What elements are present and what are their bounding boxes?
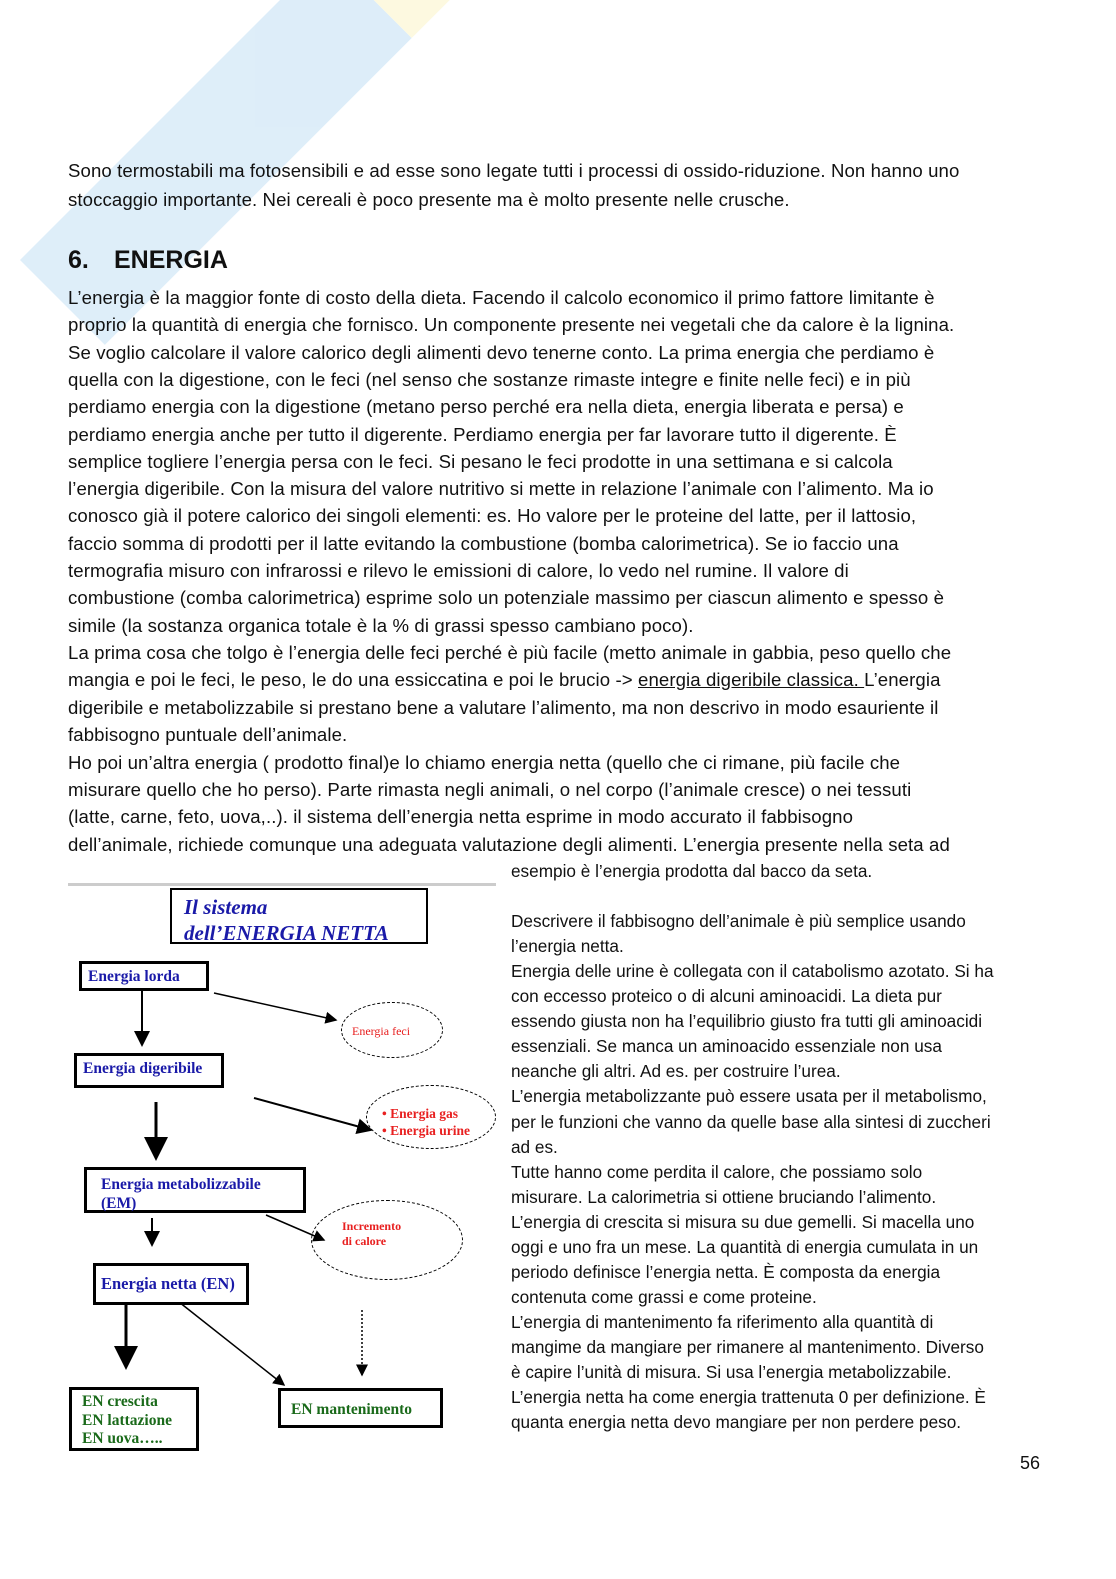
body-line: combustione (comba calorimetrica) esprime solo un potenziale massimo per ciascun alimento e spesso è [68, 587, 945, 609]
right-column-line: L’energia di mantenimento fa riferimento alla quantità di [511, 1311, 934, 1332]
body-line: Sono termostabili ma fotosensibili e ad esse sono legate tutti i processi di ossido-riduzione. Non hanno uno [68, 160, 960, 181]
body-line: proprio la quantità di energia che fornisco. Un componente presente nei vegetali che da calore è la lignina. [68, 314, 955, 336]
right-column-line: periodo definisce l’energia netta. È composta da energia [511, 1261, 941, 1282]
body-line: perdiamo energia con la digestione (metano perso perché era nella dieta, energia liberata e persa) e [68, 396, 904, 418]
body-line: semplice togliere l’energia persa con le feci. Si pesano le feci prodotte in una settimana e si calcola [68, 450, 893, 472]
energy-system-diagram [66, 880, 498, 1460]
text: Incremento [342, 1219, 402, 1233]
body-line: faccio somma di prodotti per il latte evitando la combustione (bomba calorimetrica). Se io faccio una [68, 532, 899, 554]
box-energia-lorda: Energia lorda [79, 961, 209, 991]
box-en-produzione [69, 1387, 199, 1451]
section-number: 6. [68, 246, 89, 274]
body-line: fabbisogno puntuale dell’animale. [68, 724, 348, 746]
right-column-line: essenziali. Se manca un aminoacido essenziale non usa [511, 1036, 942, 1057]
body-line: digeribile e metabolizzabile si prestano bene a valutare l’alimento, ma non descrivo in modo esauriente il [68, 697, 939, 718]
text: EN lattazione [82, 1411, 172, 1429]
body-line: L’energia è la maggior fonte di costo della dieta. Facendo il calcolo economico il primo fattore limitante è [68, 287, 935, 308]
text: EN uova….. [82, 1430, 163, 1448]
right-column-line: Descrivere il fabbisogno dell’animale è più semplice usando [511, 911, 966, 932]
title-line: dell’ENERGIA NETTA [184, 921, 389, 946]
diagram-title [170, 888, 428, 944]
right-column-line: L’energia di crescita si misura su due gemelli. Si macella uno [511, 1211, 975, 1232]
right-column-line: l’energia netta. [511, 936, 624, 957]
underlined-term: energia digeribile classica. [638, 669, 865, 690]
body-line: stoccaggio importante. Nei cereali è poco presente ma è molto presente nelle crusche. [68, 188, 790, 210]
right-column-line: esempio è l’energia prodotta dal bacco da seta. [511, 861, 873, 881]
right-column-line: L’energia netta ha come energia trattenuta 0 per definizione. È [511, 1387, 986, 1408]
right-column-line: con eccesso proteico o di alcuni aminoacidi. La dieta pur [511, 986, 942, 1007]
page-number: 56 [1020, 1453, 1041, 1473]
body-line: Se voglio calcolare il valore calorico degli alimenti devo tenerne conto. La prima energia che perdiamo è [68, 341, 935, 363]
right-column-line: è capire l’unità di misura. Si usa l’energia metabolizzabile. [511, 1362, 952, 1382]
body-line: simile (la sostanza organica totale è la % di grassi spesso cambiano poco). [68, 614, 694, 636]
text: EN crescita [82, 1393, 158, 1410]
body-line: dell’animale, richiede comunque una adeguata valutazione degli alimenti. L’energia presente nella seta ad [68, 833, 950, 855]
ellipse-energia-feci: Energia feci [341, 1002, 443, 1058]
right-column-line: Tutte hanno come perdita il calore, che possiamo solo [511, 1161, 923, 1182]
section-title: ENERGIA [114, 246, 228, 274]
text: L’energia [864, 669, 941, 690]
right-column-line: essendo giusta non ha l’equilibrio giusto fra tutti gli aminoacidi [511, 1011, 983, 1032]
body-line: (latte, carne, feto, uova,..). il sistema dell’energia netta esprime in modo accurato il fabbisogno [68, 806, 854, 828]
right-column-line: ad es. [511, 1136, 558, 1157]
body-line: quella con la digestione, con le feci (nel senso che sostanze rimaste integre e finite nelle feci) e in più [68, 368, 911, 390]
body-line: l’energia digeribile. Con la misura del valore nutritivo si mette in relazione l’animale con l’alimento. Ma io [68, 478, 934, 500]
ellipse-incremento-calore [311, 1200, 463, 1280]
right-column-line: neanche gli altri. Ad es. per costruire l’urea. [511, 1061, 841, 1082]
right-column-line: misurare. La calorimetria si ottiene bruciando l’alimento. [511, 1186, 937, 1207]
body-line: Ho poi un’altra energia ( prodotto final)e lo chiamo energia netta (quello che ci rimane, più facile che [68, 751, 901, 773]
body-line: conosco già il potere calorico dei singoli elementi: es. Ho valore per le proteine del latte, per il lattosio, [68, 505, 917, 527]
ellipse-gas-urine [366, 1085, 496, 1149]
section-heading [68, 246, 228, 275]
right-column-line: per le funzioni che vanno da quelle base alla sintesi di zuccheri [511, 1111, 991, 1132]
box-energia-netta: Energia netta (EN) [93, 1263, 249, 1305]
body-line: perdiamo energia anche per tutto il digerente. Perdiamo energia per far lavorare tutto il digerente. È [68, 423, 897, 445]
box-en-mantenimento: EN mantenimento [278, 1388, 443, 1428]
body-line: La prima cosa che tolgo è l’energia delle feci perché è più facile (metto animale in gabbia, peso quello che [68, 641, 952, 663]
text: mangia e poi le feci, le peso, le do una essiccatina e poi le brucio -> [68, 669, 638, 690]
box-energia-metabolizzabile: Energia metabolizzabile (EM) [84, 1167, 306, 1213]
box-energia-digeribile: Energia digeribile [74, 1053, 224, 1088]
text: • Energia gas [382, 1106, 458, 1121]
body-line: misurare quello che ho perso). Parte rimasta negli animali, o nel corpo (l’animale cresce) o nei tessuti [68, 778, 912, 800]
right-column-line: quanta energia netta devo mangiare per non perdere peso. [511, 1412, 962, 1433]
text: • Energia urine [382, 1122, 470, 1138]
right-column-line: mangime da mangiare per rimanere al mantenimento. Diverso [511, 1336, 984, 1357]
title-line: Il sistema [184, 895, 268, 919]
body-line: termografia misuro con infrarossi e rilevo le emissioni di calore, lo vedo nel rumine. Il valore di [68, 560, 849, 581]
right-column-line: L’energia metabolizzante può essere usata per il metabolismo, [511, 1086, 987, 1107]
right-column-line: contenuta come grassi e come proteine. [511, 1286, 817, 1307]
right-column-line: oggi e uno fra un mese. La quantità di energia cumulata in un [511, 1236, 979, 1257]
body-line [68, 669, 941, 691]
right-column-line: Energia delle urine è collegata con il catabolismo azotato. Si ha [511, 961, 994, 982]
text: di calore [342, 1234, 387, 1248]
